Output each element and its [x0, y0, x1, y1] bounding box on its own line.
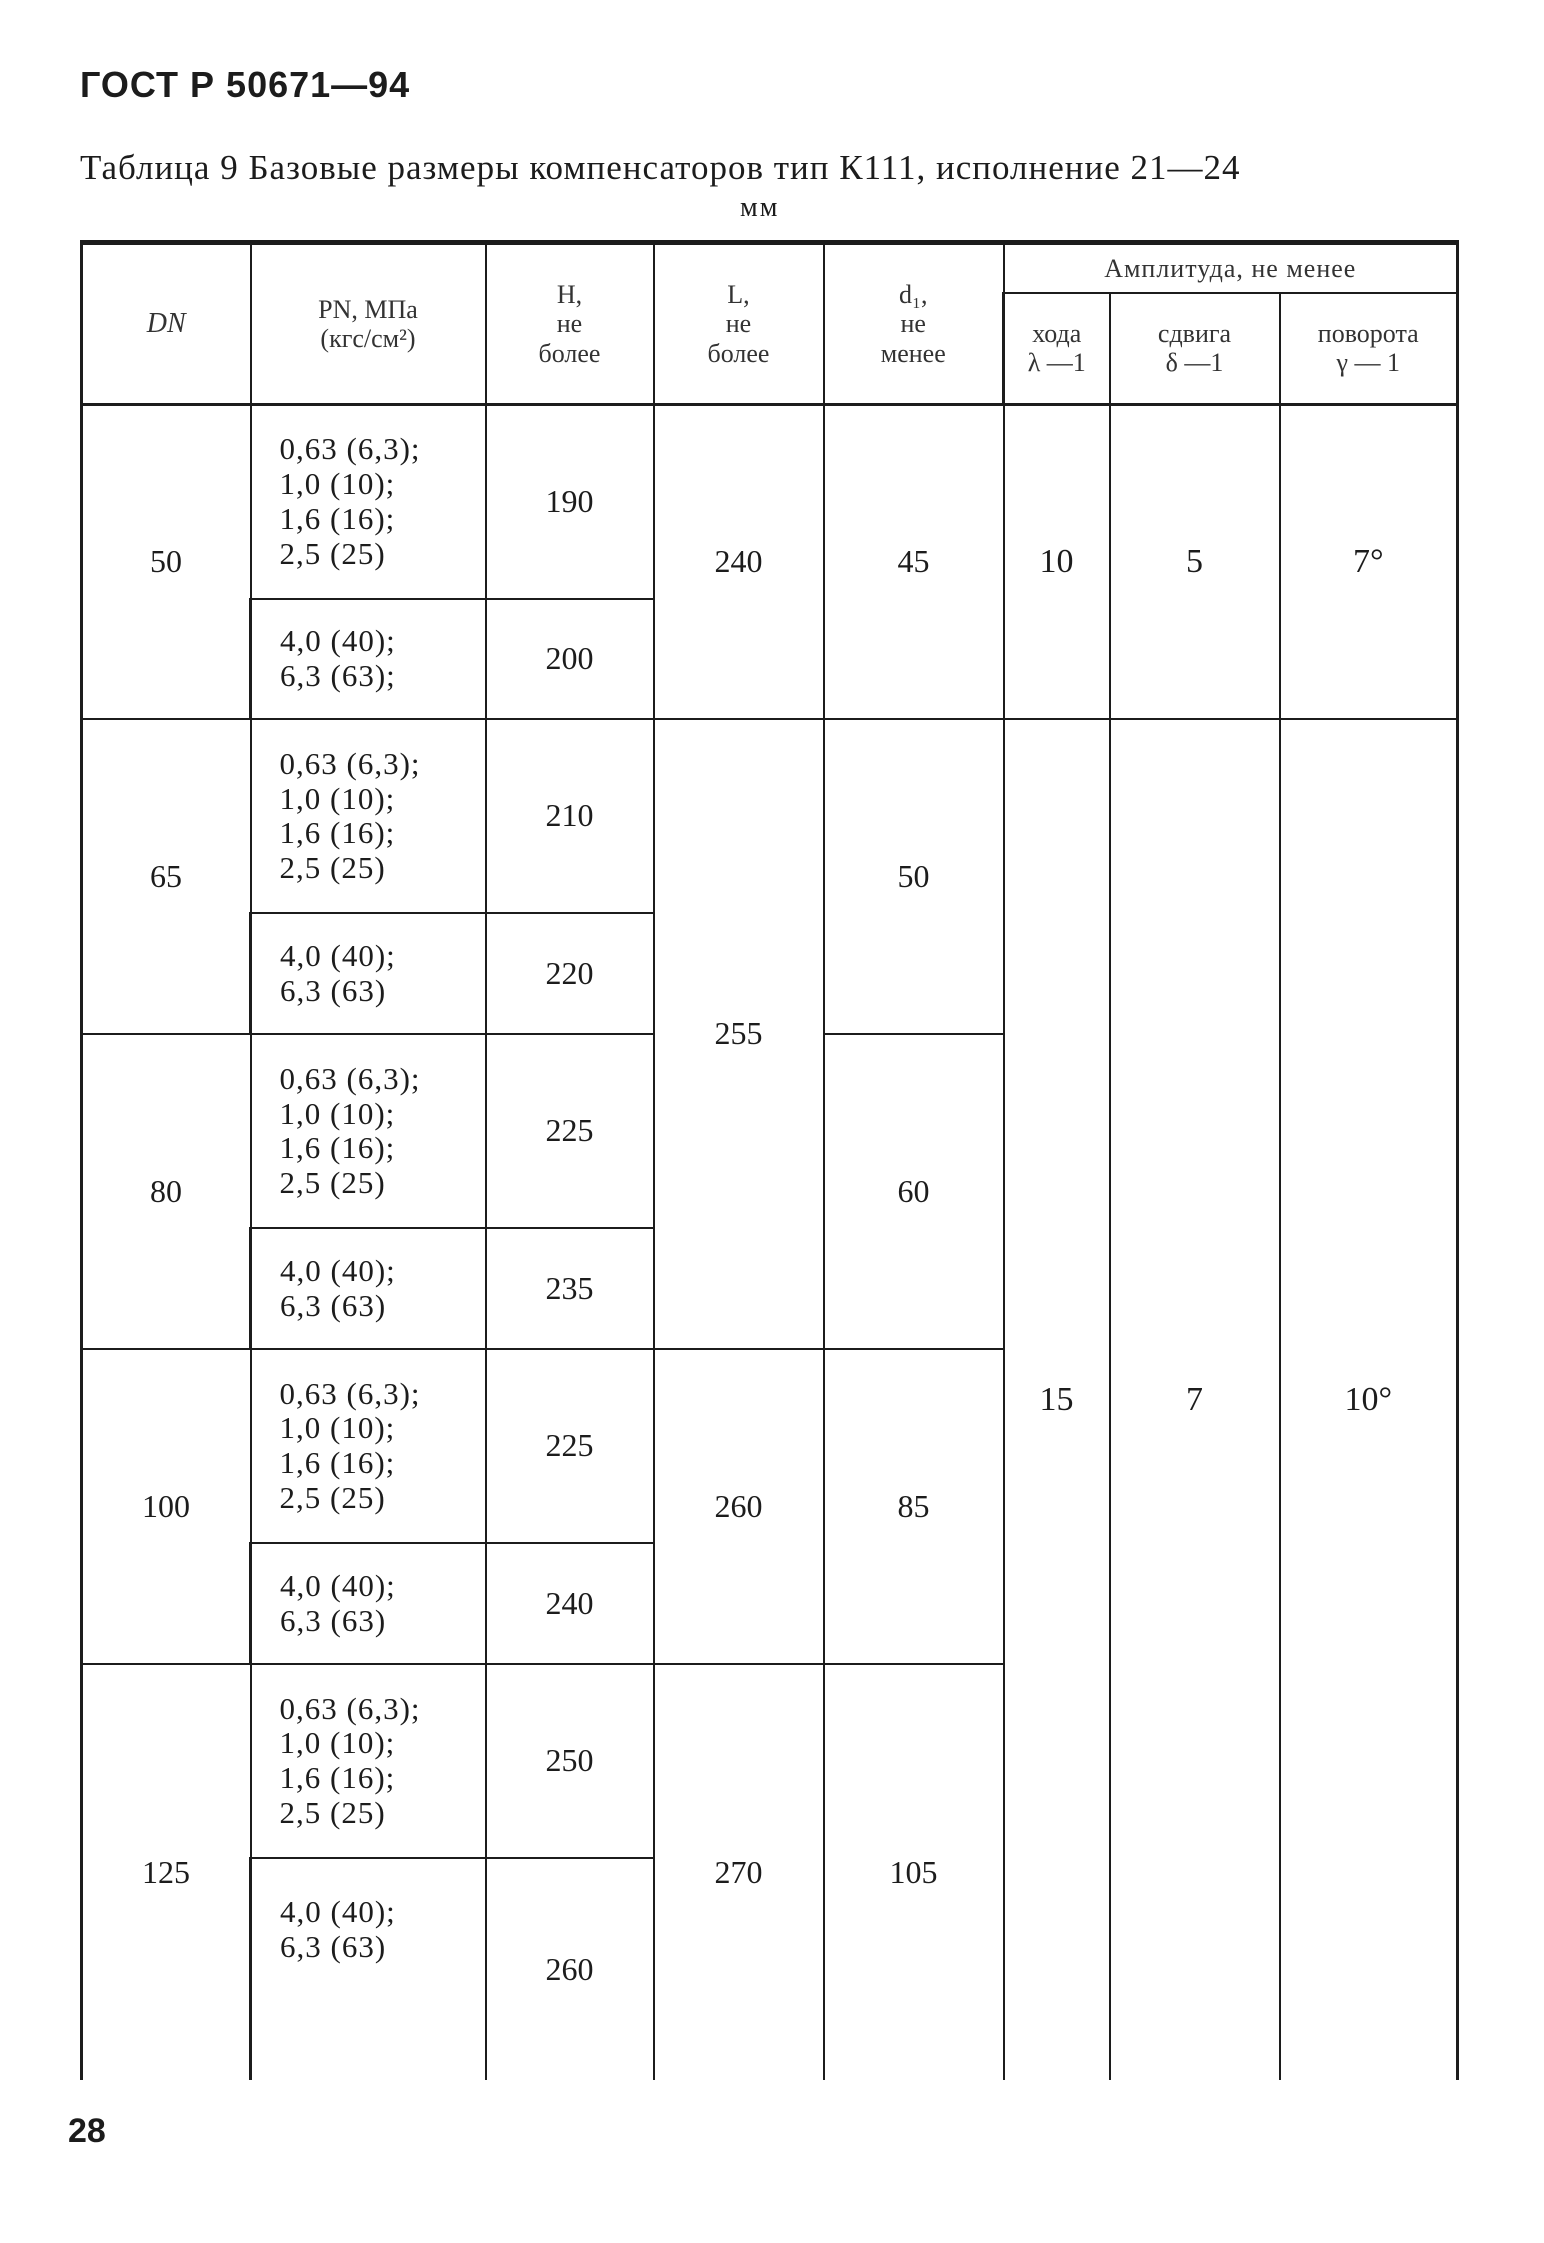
pn-line: 0,63 (6,3);: [279, 1060, 421, 1096]
dn-cell: 80: [82, 1034, 251, 1349]
dn-cell: 65: [82, 719, 251, 1034]
rotation-cell: 7°: [1280, 405, 1458, 720]
header-amplitude: Амплитуда, не менее: [1004, 243, 1458, 293]
table-row: [82, 719, 1458, 913]
header-h-line-1: H,: [556, 280, 583, 310]
h-cell: 235: [486, 1228, 654, 1349]
pn-line: 1,6 (16);: [279, 1130, 396, 1166]
pn-line: 1,6 (16);: [279, 500, 396, 536]
header-l: [654, 243, 824, 405]
dn-cell: 125: [82, 1664, 251, 2080]
d1-cell: 50: [824, 719, 1004, 1034]
l-cell: 240: [654, 405, 824, 720]
pn-line: 4,0 (40);: [280, 623, 396, 659]
pn-line: 1,0 (10);: [279, 1095, 396, 1131]
header-pn: [251, 243, 486, 405]
pn-line: 6,3 (63): [280, 1287, 387, 1323]
header-l-line-1: L,: [727, 280, 750, 310]
pn-cell: [251, 1664, 486, 1858]
header-h-line-3: более: [538, 338, 601, 368]
pn-line: 0,63 (6,3);: [279, 1375, 421, 1411]
rotation-cell: 10°: [1280, 719, 1458, 2080]
pn-line: 4,0 (40);: [280, 1252, 396, 1288]
pn-line: 0,63 (6,3);: [279, 1690, 421, 1726]
pn-cell: [251, 1349, 486, 1543]
pn-line: 1,0 (10);: [279, 466, 396, 502]
h-cell: 225: [486, 1349, 654, 1543]
header-rotation-line-2: γ — 1: [1336, 348, 1400, 378]
header-pn-line-2: (кгс/см²): [320, 324, 416, 353]
pn-line: 4,0 (40);: [280, 1894, 396, 1930]
shift-cell: 5: [1110, 405, 1280, 720]
header-l-line-3: более: [707, 338, 770, 368]
header-d1: [824, 243, 1004, 405]
pn-cell: [251, 599, 486, 720]
pn-line: 2,5 (25): [279, 1794, 386, 1830]
header-l-line-2: не: [725, 309, 752, 339]
h-cell: 220: [486, 913, 654, 1034]
pn-line: 6,3 (63);: [280, 657, 396, 693]
header-d1-line-1: d₁,: [898, 280, 928, 310]
h-cell: 225: [486, 1034, 654, 1228]
header-dn: DN: [82, 243, 251, 405]
pn-line: 1,0 (10);: [279, 780, 396, 816]
pn-cell: [251, 913, 486, 1034]
dimensions-table: [80, 240, 1459, 2080]
header-h: [486, 243, 654, 405]
header-rotation-line-1: поворота: [1317, 319, 1419, 349]
pn-cell: [251, 1034, 486, 1228]
header-stroke: [1004, 293, 1110, 405]
d1-cell: 105: [824, 1664, 1004, 2080]
dn-cell: 100: [82, 1349, 251, 1664]
pn-line: 2,5 (25): [279, 1164, 386, 1200]
table-caption: Таблица 9 Базовые размеры компенсаторов тип К111, исполнение 21—24: [80, 148, 1241, 187]
pn-line: 4,0 (40);: [280, 1567, 396, 1603]
pn-line: 1,0 (10);: [279, 1410, 396, 1446]
l-cell: 270: [654, 1664, 824, 2080]
pn-cell: [251, 1858, 486, 2080]
pn-line: 6,3 (63): [280, 1602, 387, 1638]
l-cell: 255: [654, 719, 824, 1349]
table-unit: мм: [740, 192, 780, 223]
pn-cell: [251, 405, 486, 599]
table-row: [82, 405, 1458, 599]
h-cell: 260: [486, 1858, 654, 2080]
pn-cell: [251, 1228, 486, 1349]
header-shift: [1110, 293, 1280, 405]
page-header: ГОСТ Р 50671—94: [80, 64, 411, 105]
stroke-cell: 10: [1004, 405, 1110, 720]
header-shift-line-1: сдвига: [1157, 319, 1232, 349]
header-rotation: [1280, 293, 1458, 405]
pn-line: 4,0 (40);: [280, 938, 396, 974]
h-cell: 200: [486, 599, 654, 720]
page-number: 28: [68, 2112, 106, 2150]
pn-cell: [251, 719, 486, 913]
pn-line: 1,6 (16);: [279, 1759, 396, 1795]
pn-line: 1,6 (16);: [279, 815, 396, 851]
dimensions-table-wrapper: [80, 240, 1456, 2080]
stroke-cell: 15: [1004, 719, 1110, 2080]
d1-cell: 60: [824, 1034, 1004, 1349]
pn-line: 2,5 (25): [279, 1479, 386, 1515]
header-pn-line-1: PN, МПа: [318, 294, 418, 324]
pn-line: 6,3 (63): [280, 1928, 387, 1964]
header-d1-line-3: менее: [880, 338, 946, 368]
pn-line: 6,3 (63): [280, 972, 387, 1008]
pn-line: 2,5 (25): [279, 535, 386, 571]
pn-line: 1,0 (10);: [279, 1725, 396, 1761]
header-stroke-line-1: хода: [1032, 319, 1082, 349]
h-cell: 190: [486, 405, 654, 599]
d1-cell: 85: [824, 1349, 1004, 1664]
pn-cell: [251, 1543, 486, 1664]
dn-cell: 50: [82, 405, 251, 720]
header-d1-line-2: не: [900, 309, 926, 339]
shift-cell: 7: [1110, 719, 1280, 2080]
header-shift-line-2: δ —1: [1165, 348, 1224, 378]
pn-line: 1,6 (16);: [279, 1445, 396, 1481]
pn-line: 0,63 (6,3);: [279, 431, 421, 467]
header-h-line-2: не: [556, 309, 583, 339]
pn-line: 0,63 (6,3);: [279, 745, 421, 781]
h-cell: 250: [486, 1664, 654, 1858]
d1-cell: 45: [824, 405, 1004, 720]
l-cell: 260: [654, 1349, 824, 1664]
header-stroke-line-2: λ —1: [1027, 348, 1086, 378]
h-cell: 210: [486, 719, 654, 913]
pn-line: 2,5 (25): [279, 850, 386, 886]
h-cell: 240: [486, 1543, 654, 1664]
